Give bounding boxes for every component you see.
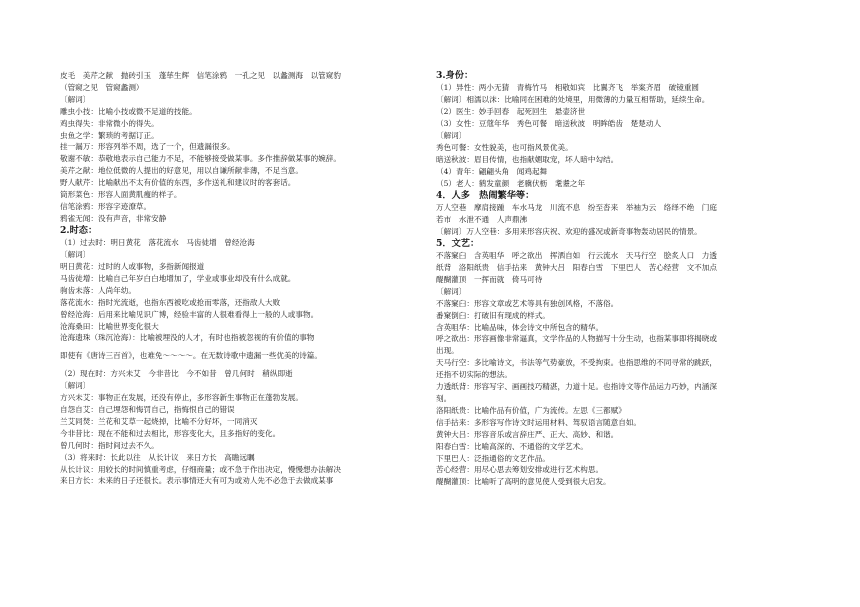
right-text-line: 黄钟大吕：形容音乐或言辞庄严、正大、高妙、和谐。 — [436, 429, 619, 439]
right-text-line: 〔解词〕万人空巷：多用来形容庆祝、欢迎的盛况或新奇事物轰动居民的情景。 — [436, 226, 702, 236]
right-text-line: 若市 水泄不通 人声鼎沸 — [436, 214, 528, 224]
right-text-line: 信手拈来：多形容写作诗文时运用材料、驾驭语言随意自如。 — [436, 417, 642, 427]
right-text-line: 万人空巷 摩肩接踵 车水马龙 川流不息 纷至沓来 举袖为云 络绎不绝 门庭 — [436, 202, 717, 212]
left-text-line: 野人献芹：比喻献出不太有价值的东西，多作送礼和建议时的客套话。 — [60, 178, 296, 188]
left-text-line: 曾经沧海：后用来比喻见识广博，经验丰富的人很难看得上一般的人或事物。 — [60, 309, 319, 319]
left-text-line: 落花流水：指时光流逝，也指东西被吃或抢而零落，还指敌人大败 — [60, 297, 281, 307]
right-text-line: 下里巴人：泛指通俗的文艺作品。 — [436, 453, 550, 463]
left-section-heading: 2.时态： — [60, 224, 98, 236]
left-text-line: 方兴未艾：事物正在发展，还没有停止，多形容新生事物正在蓬勃发展。 — [60, 393, 303, 403]
right-section-heading: 4．人多 热闹繁华等： — [436, 189, 535, 201]
left-text-line: 驹齿未落：人尚年幼。 — [60, 285, 136, 295]
left-text-line: 〔解词〕 — [60, 94, 91, 104]
left-text-line: 兰艾同焚：兰花和艾草一起烧掉，比喻不分好坏，一同消灭 — [60, 416, 258, 426]
left-text-line: 即使有《唐诗三百首》，也难免～～～～。在无数诗歌中遗漏一些优美的诗篇。 — [60, 351, 322, 361]
left-text-line: 筒形菜色：形容人面黄肌瘦的样子。 — [60, 190, 182, 200]
right-text-line: 醍醐灌顶 一挥而就 倚马可待 — [436, 274, 543, 284]
left-text-line: 今非昔比：现在不能和过去相比，形容变化大，且多指好的变化。 — [60, 428, 281, 438]
right-text-line: （1）异性：两小无猜 青梅竹马 相敬如宾 比翼齐飞 举案齐眉 破镜重圆 — [436, 83, 700, 93]
right-text-line: 〔解词〕 — [436, 131, 467, 141]
left-text-line: 皮毛 美芹之献 抛砖引玉 蓬荜生辉 信笔涂鸦 一孔之见 以蠡测海 以管窥豹 — [60, 71, 341, 80]
right-section-heading: 5．文艺： — [436, 237, 480, 249]
right-column — [436, 70, 816, 488]
right-text-line: 刻。 — [436, 393, 452, 403]
right-text-line: 醍醐灌顶：比喻听了高明的意见使人受到很大启发。 — [436, 477, 611, 487]
right-text-line: 还指不切实际的想法。 — [436, 370, 512, 380]
left-text-line: （3）将来时：长此以往 从长计议 来日方长 高瞻远瞩 — [60, 452, 255, 462]
right-text-line: （3）女性：豆蔻年华 秀色可餐 暗送秋波 明眸皓齿 楚楚动人 — [436, 119, 662, 129]
left-column — [60, 70, 420, 487]
right-text-line: 纸背 洛阳纸贵 信手拈来 黄钟大吕 阳春白雪 下里巴人 苦心经营 文不加点 — [436, 263, 717, 272]
right-text-line: 暗送秋波：眉目传情，也指献媚取宠，坏人暗中勾结。 — [436, 154, 619, 164]
left-text-line: （2）现在时：方兴未艾 今非昔比 今不如昔 曾几何时 稍纵即逝 — [60, 369, 293, 379]
left-text-line: 来日方长：未来的日子还很长。表示事情还大有可为或劝人先不必急于去做成某事 — [60, 476, 334, 486]
left-text-line: 虫鱼之学：繁琐的考据订正。 — [60, 130, 159, 140]
left-text-line: 自怨自艾：自己埋怨和悔罚自己，指悔恨自己的错误 — [60, 404, 235, 414]
right-text-line: 秀色可餐：女性貌美，也可指风景优美。 — [436, 142, 573, 152]
left-text-line: 鸦雀无闻：没有声音，非常安静 — [60, 213, 167, 223]
right-text-line: 洛阳纸贵：比喻作品有价值，广为流传。左思《三都赋》 — [436, 405, 626, 415]
left-text-line: 〔解词〕 — [60, 381, 91, 391]
right-section-heading: 3.身份： — [436, 70, 474, 81]
right-text-line: 〔解词〕 — [436, 286, 467, 296]
left-text-line: 〔解词〕 — [60, 250, 91, 260]
right-text-line: （5）老人：鹤发童颜 老骥伏枥 耄耋之年 — [436, 178, 586, 188]
left-text-line: 马齿徒增：比喻自己年岁白白地增加了，学业或事业却没有什么成就。 — [60, 273, 296, 283]
left-text-line: 美芹之献：地位低微的人提出的好意见，用以自谦所献非薄，不足当意。 — [60, 166, 303, 176]
left-text-line: 曾几何时：指时间过去不久。 — [60, 440, 159, 450]
right-text-line: 不落窠臼 含英咀华 呼之欲出 挥洒自如 行云流水 天马行空 脍炙人口 力透 — [436, 251, 717, 261]
left-text-line: 沧海桑田：比喻世界变化很大 — [60, 321, 159, 331]
right-text-line: 苦心经营：用尽心思去筹划安排或进行艺术构思。 — [436, 465, 604, 475]
right-text-line: 含英咀华：比喻品味，体会诗文中所包含的精华。 — [436, 322, 604, 332]
left-text-line: 从长计议：用较长的时间慎重考虑，仔细商量；或不急于作出决定，慢慢想办法解决 — [60, 464, 341, 474]
right-text-line: （2）医生：妙手回春 起死回生 悬壶济世 — [436, 107, 586, 117]
left-text-line: （1）过去时：明日黄花 落花流水 马齿徒增 曾经沧海 — [60, 238, 255, 248]
right-text-line: （4）青年：翩翩头角 闻鸡起舞 — [436, 166, 548, 176]
right-text-line: 〔解词〕相濡以沫：比喻同在困难的处境里，用微薄的力量互相帮助，延续生命。 — [436, 95, 710, 105]
left-text-line: 敬谢不敏：恭敬地表示自己能力不足，不能够接受做某事。多作推辞做某事的婉辞。 — [60, 154, 341, 164]
left-text-line: 鸡虫得失：非常微小的得失。 — [60, 118, 159, 128]
left-text-line: 雕虫小技：比喻小技或微不足道的技能。 — [60, 106, 197, 116]
right-text-line: 阳春白雪：比喻高深的、不通俗的文学艺术。 — [436, 441, 588, 451]
right-text-line: 不落窠臼：形容文章或艺术等具有独创风格，不落俗。 — [436, 298, 619, 308]
right-text-line: 出现。 — [436, 346, 459, 356]
left-text-line: （管窥之见 管窥蠡测） — [60, 82, 144, 92]
left-text-line: 沧海遗珠（珠沉沧海）：比喻被埋没的人才，有时也指被忽视的有价值的事物 — [60, 333, 315, 343]
right-text-line: 力透纸背：形容写字、画画技巧精湛，力道十足。也指诗文等作品运力巧妙，内涵深 — [436, 382, 717, 392]
left-text-line: 挂一漏万：形容列举不周，选了一个，但遗漏很多。 — [60, 142, 235, 152]
left-text-line: 明日黄花：过时的人或事物，多指新闻报道 — [60, 262, 205, 271]
right-text-line: 天马行空：多比喻诗文，书法等气势豪放，不受拘束。也指思维的不同寻常的跳跃， — [436, 358, 717, 368]
left-text-line: 信笔涂鸦：形容字迹潦草。 — [60, 201, 152, 211]
right-text-line: 番窠倒臼：打破旧有现成的样式。 — [436, 310, 550, 320]
right-text-line: 呼之欲出：形容画像非常逼真，文学作品的人物描写十分生动，也指某事即将揭晓或 — [436, 334, 717, 344]
